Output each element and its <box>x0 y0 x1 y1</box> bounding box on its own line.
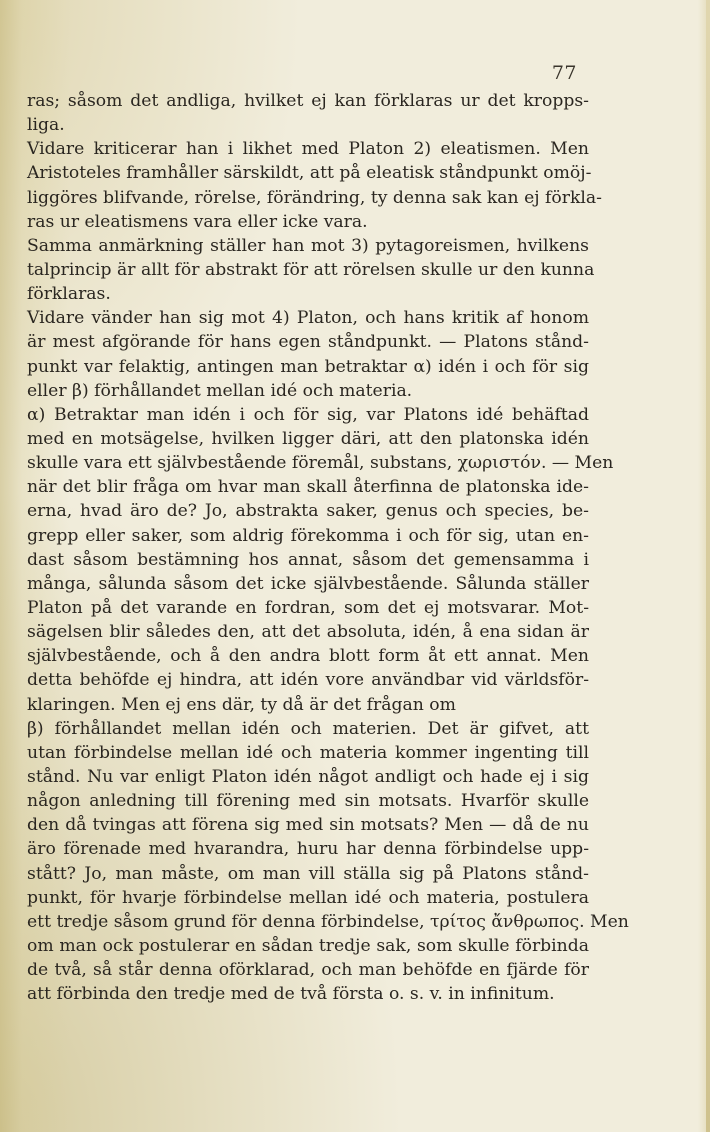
text-line: β) förhållandet mellan idén och materien. Det är gifvet, att <box>27 718 589 739</box>
text-line: eller β) förhållandet mellan idé och materia. <box>27 380 413 401</box>
text-line: någon anledning till förening med sin motsats. Hvarför skulle <box>27 791 589 812</box>
text-line: utan förbindelse mellan idé och materia kommer ingenting till <box>27 742 589 763</box>
text-line: ett tredje såsom grund för denna förbindelse, τρίτος ἄνθρωπος. Men <box>27 911 629 932</box>
text-line: Platon på det varande en fordran, som det ej motsvarar. Mot- <box>27 597 589 618</box>
text-line: erna, hvad äro de? Jo, abstrakta saker, genus och species, be- <box>27 501 589 522</box>
text-line: självbestående, och å den andra blott form åt ett annat. Men <box>27 646 589 667</box>
text-line: Samma anmärkning ställer han mot 3) pytagoreismen, hvilkens <box>27 235 589 256</box>
text-line: detta behöfde ej hindra, att idén vore användbar vid världsför- <box>27 670 589 691</box>
text-line: stått? Jo, man måste, om man vill ställa sig på Platons stånd- <box>27 863 589 884</box>
text-line: punkt, för hvarje förbindelse mellan idé och materia, postulera <box>27 887 589 908</box>
text-line: dast såsom bestämning hos annat, såsom det gemensamma i <box>27 549 589 570</box>
text-line: är mest afgörande för hans egen ståndpunkt. — Platons stånd- <box>27 332 589 353</box>
text-line: punkt var felaktig, antingen man betraktar α) idén i och för sig <box>27 356 589 377</box>
text-line: om man ock postulerar en sådan tredje sak, som skulle förbinda <box>27 935 589 956</box>
text-line: många, sålunda såsom det icke självbestående. Sålunda ställer <box>27 573 589 594</box>
text-line: att förbinda den tredje med de två första o. s. v. in infinitum. <box>27 984 555 1005</box>
text-line: talprincip är allt för abstrakt för att rörelsen skulle ur den kunna <box>27 259 595 280</box>
text-line: stånd. Nu var enligt Platon idén något andligt och hade ej i sig <box>27 766 589 787</box>
text-line: förklaras. <box>27 284 111 305</box>
text-line: skulle vara ett självbestående föremål, substans, χωριστόν. — Men <box>27 453 614 474</box>
text-line: äro förenade med hvarandra, huru har denna förbindelse upp- <box>27 839 589 860</box>
text-line: när det blir fråga om hvar man skall återfinna de platonska ide- <box>27 477 589 498</box>
body-text <box>27 89 629 1006</box>
text-line: klaringen. Men ej ens där, ty då är det frågan om <box>27 694 456 715</box>
text-line: de två, så står denna oförklarad, och man behöfde en fjärde för <box>27 960 589 981</box>
text-line: Vidare vänder han sig mot 4) Platon, och hans kritik af honom <box>27 308 589 329</box>
text-line: ras; såsom det andliga, hvilket ej kan förklaras ur det kropps- <box>27 91 589 111</box>
text-line: sägelsen blir således den, att det absoluta, idén, å ena sidan är <box>27 622 589 643</box>
text-line: ras ur eleatismens vara eller icke vara. <box>27 211 368 232</box>
page-edge <box>706 0 710 1132</box>
text-line: grepp eller saker, som aldrig förekomma i och för sig, utan en- <box>27 525 589 546</box>
text-line: med en motsägelse, hvilken ligger däri, att den platonska idén <box>27 428 589 449</box>
text-line: den då tvingas att förena sig med sin motsats? Men — då de nu <box>27 815 589 836</box>
page-number: 77 <box>551 62 577 84</box>
text-line: α) Betraktar man idén i och för sig, var Platons idé behäftad <box>27 404 589 425</box>
text-line: liga. <box>27 115 65 136</box>
text-line: Aristoteles framhåller särskildt, att på eleatisk ståndpunkt omöj- <box>27 163 592 184</box>
text-line: liggöres blifvande, rörelse, förändring, ty denna sak kan ej förkla- <box>27 187 602 208</box>
text-line: Vidare kriticerar han i likhet med Platon 2) eleatismen. Men <box>27 139 589 160</box>
